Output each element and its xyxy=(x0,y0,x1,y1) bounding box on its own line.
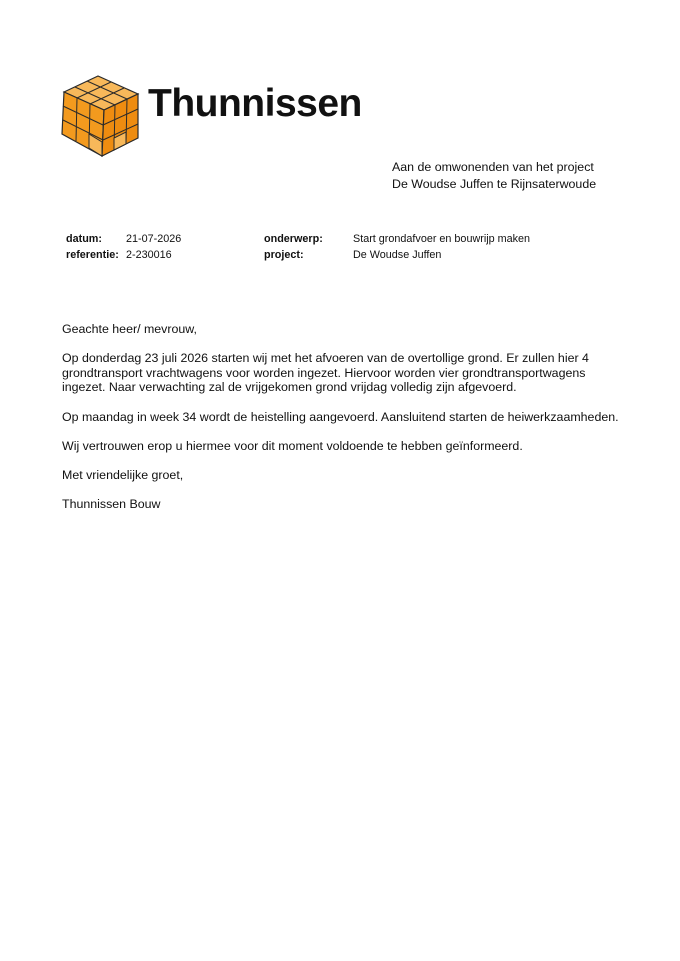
company-wordmark: Thunnissen xyxy=(148,82,362,125)
referentie-label: referentie: xyxy=(66,249,119,261)
referentie-value: 2-230016 xyxy=(126,249,172,261)
paragraph-3: Wij vertrouwen erop u hiermee voor dit moment voldoende te hebben geïnformeerd. xyxy=(62,438,523,453)
onderwerp-value: Start grondafvoer en bouwrijp maken xyxy=(353,233,531,245)
addressee-block xyxy=(392,159,596,193)
salutation: Geachte heer/ mevrouw, xyxy=(62,322,197,336)
datum-label: datum: xyxy=(66,233,102,245)
onderwerp-label: onderwerp: xyxy=(264,233,323,245)
paragraph-2: Op maandag in week 34 wordt de heistelling aangevoerd. Aansluitend starten de heiwerkzaamheden. xyxy=(62,409,619,424)
project-label: project: xyxy=(264,249,304,261)
closing: Met vriendelijke groet, xyxy=(62,467,184,482)
letter-body xyxy=(62,322,622,526)
project-value: De Woudse Juffen xyxy=(353,249,442,261)
cube-logo-icon xyxy=(60,74,142,158)
signature: Thunnissen Bouw xyxy=(62,497,161,512)
paragraph-1: Op donderdag 23 juli 2026 starten wij met het afvoeren van de overtollige grond. Er zullen hier 4 grondtransport vrachtwagens voor worden ingezet. Hiervoor worden vier grondtransportwagens ingezet. Naar verwachting zal de vrijgekomen grond vrijdag volledig zijn afgevoerd. xyxy=(62,351,589,395)
datum-value: 21-07-2026 xyxy=(126,233,182,245)
company-logo xyxy=(60,74,380,160)
addressee-line-1: Aan de omwonenden van het project xyxy=(392,160,594,174)
addressee-line-2: De Woudse Juffen te Rijnsaterwoude xyxy=(392,177,597,191)
